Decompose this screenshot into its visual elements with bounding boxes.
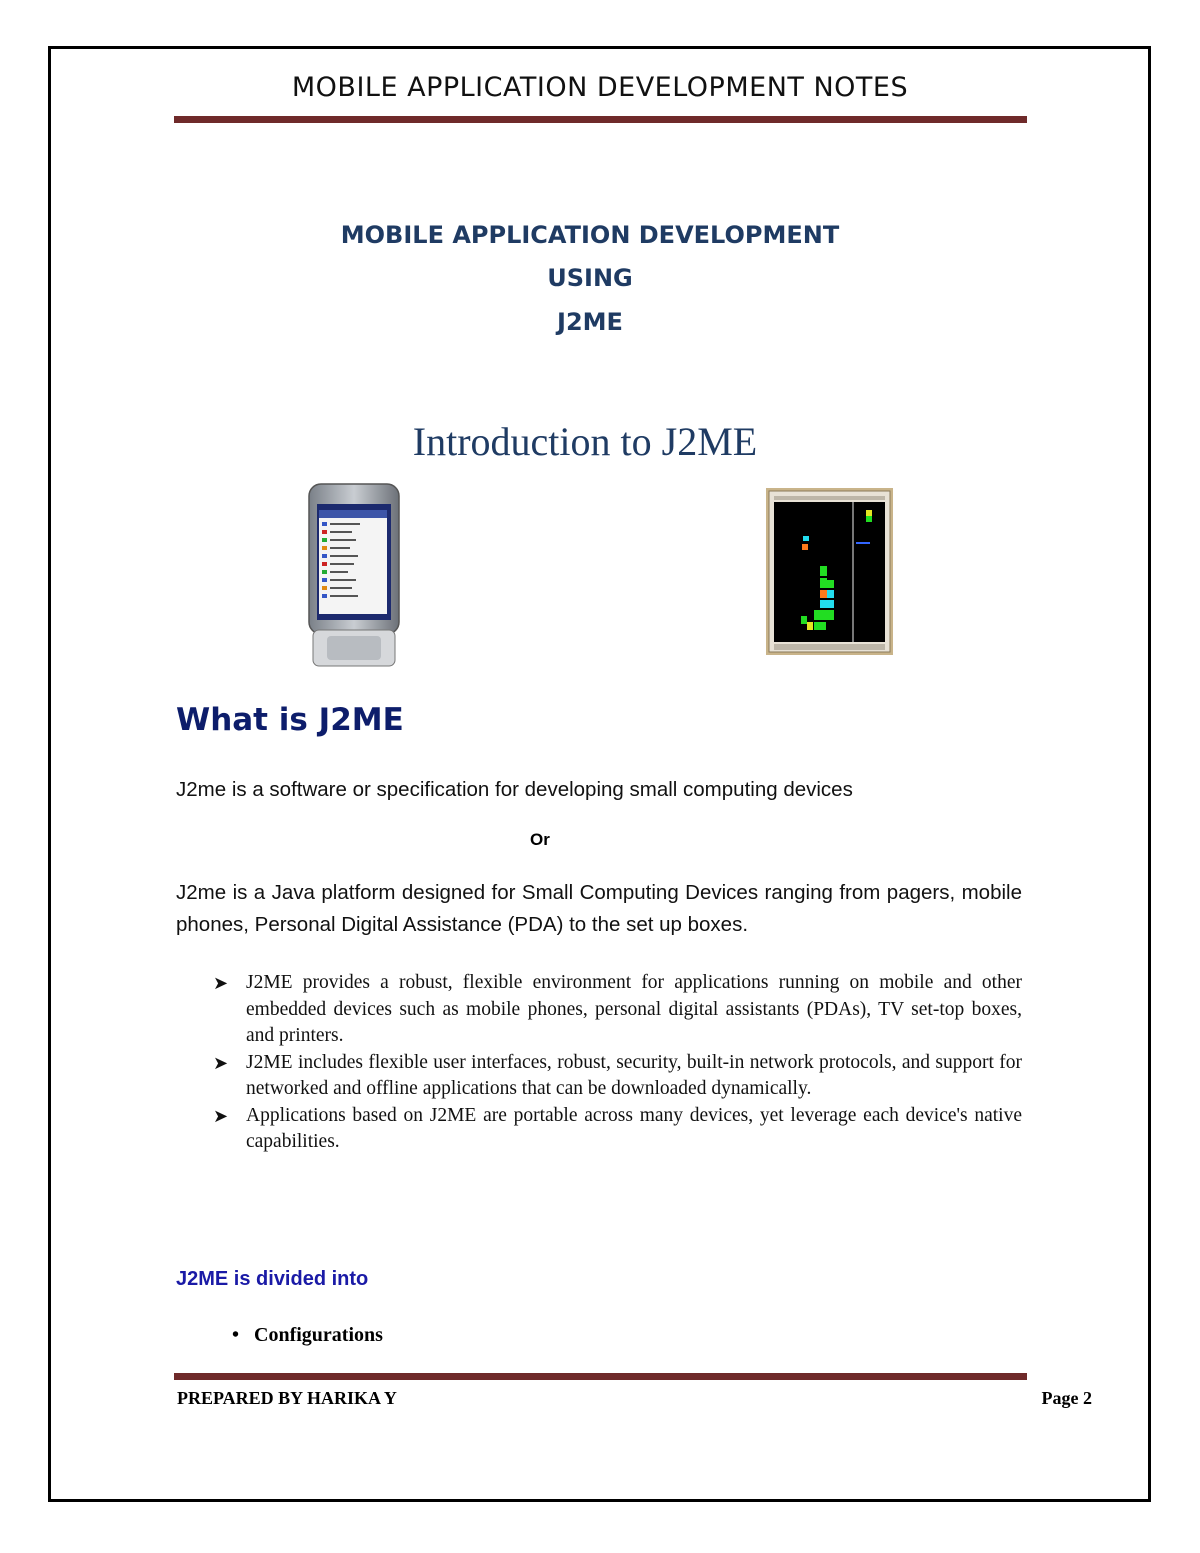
title-line-3: J2ME (557, 308, 623, 336)
divided-item-label: Configurations (254, 1324, 383, 1346)
what-is-heading: What is J2ME (176, 702, 404, 738)
footer-rule (174, 1373, 1027, 1380)
bullet-text: J2ME provides a robust, flexible environment for applications running on mobile and other embedded devices such as mobile phones, personal digital assistants (PDAs), TV set-top boxes, and printers. (246, 972, 1022, 1046)
definition-1: J2me is a software or specification for developing small computing devices (176, 778, 853, 801)
divided-item (232, 1324, 383, 1347)
header-rule (174, 116, 1027, 123)
list-item (176, 1103, 1022, 1156)
divided-heading: J2ME is divided into (176, 1268, 369, 1290)
or-separator: Or (530, 830, 550, 849)
list-item (176, 970, 1022, 1050)
phone-image (305, 480, 405, 670)
bullet-list (176, 970, 1022, 1156)
bullet-text: Applications based on J2ME are portable across many devices, yet leverage each device's native capabilities. (246, 1104, 1022, 1152)
bullet-text: J2ME includes flexible user interfaces, robust, security, built-in network protocols, and support for networked and offline applications that can be downloaded dynamically. (246, 1051, 1022, 1099)
footer-author: PREPARED BY HARIKA Y (177, 1388, 397, 1408)
page-number: Page 2 (1041, 1388, 1092, 1408)
arrow-bullet-icon: ➤ (213, 973, 229, 993)
header-title: MOBILE APPLICATION DEVELOPMENT NOTES (291, 72, 909, 103)
title-line-2: USING (547, 264, 633, 292)
title-line-1: MOBILE APPLICATION DEVELOPMENT (340, 221, 840, 249)
bullet-dot-icon: • (232, 1324, 240, 1346)
arrow-bullet-icon: ➤ (213, 1105, 229, 1126)
intro-heading: Introduction to J2ME (412, 419, 758, 464)
list-item (176, 1050, 1022, 1103)
game-screen-image (766, 488, 893, 655)
definition-2: J2me is a Java platform designed for Small Computing Devices ranging from pagers, mobile phones, Personal Digital Assistance (PDA) to the set up boxes. (176, 881, 1022, 936)
arrow-bullet-icon: ➤ (213, 1052, 229, 1073)
